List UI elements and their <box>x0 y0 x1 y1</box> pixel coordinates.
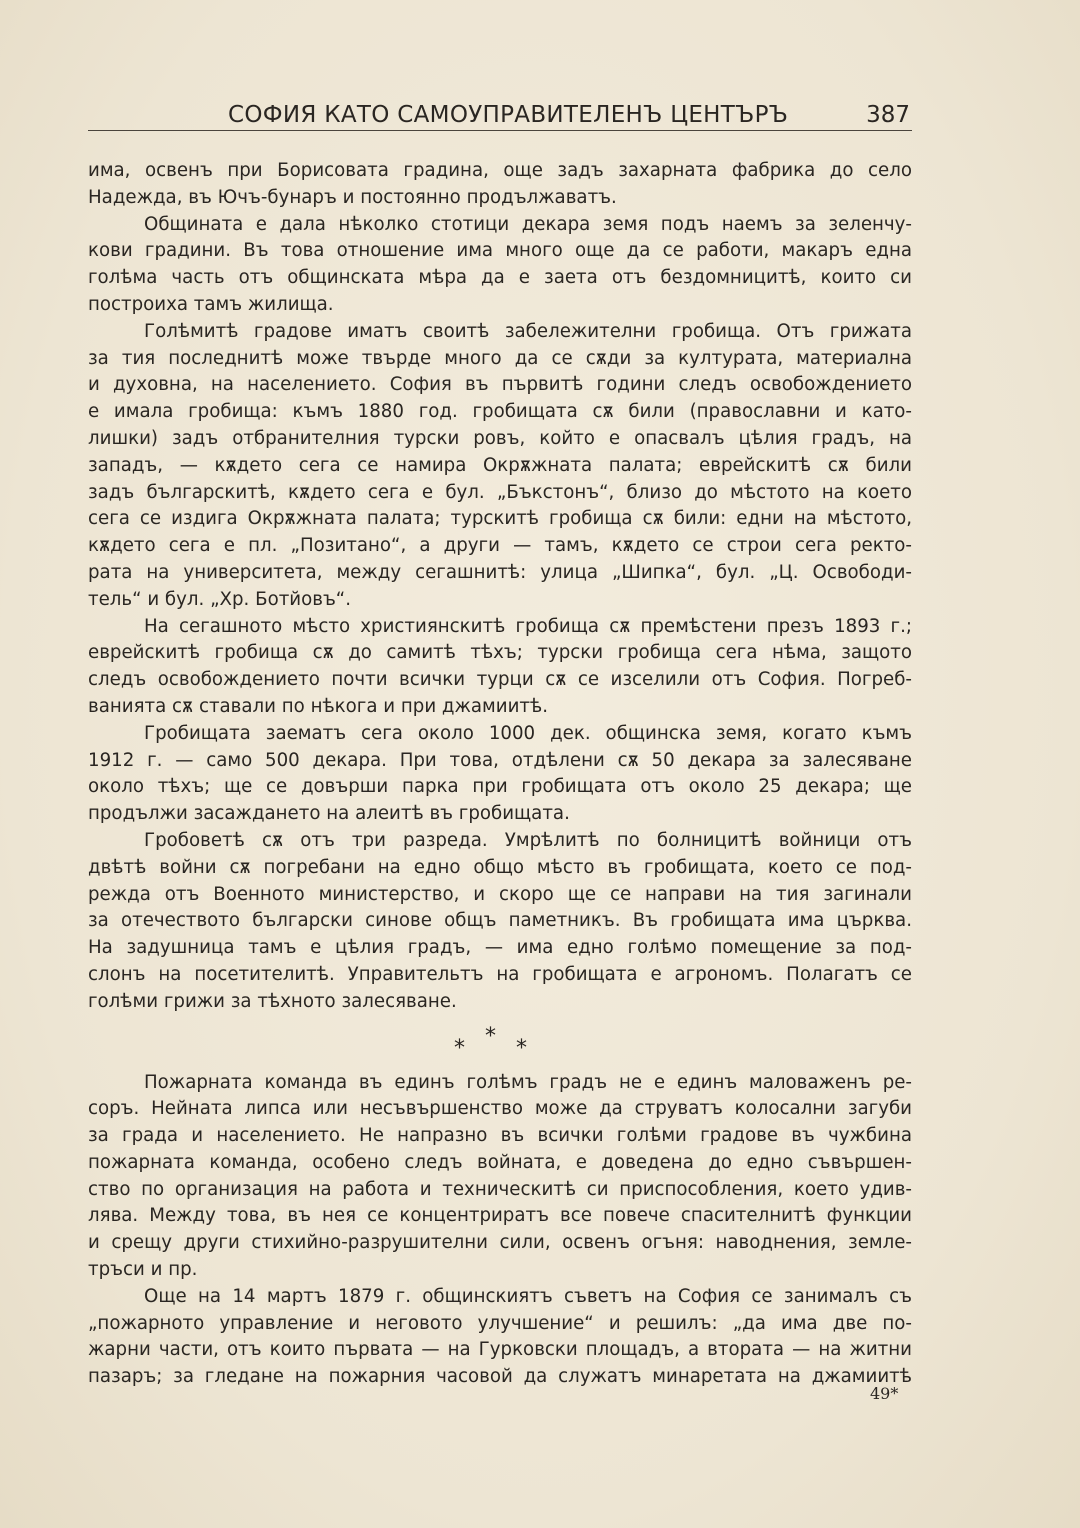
text-line: Общината е дала нѣколко стотици декара земя подъ наемъ за зеленчу- <box>144 213 912 235</box>
text-line: ство по организация на работа и техническитѣ си приспособления, което удив- <box>88 1178 912 1200</box>
text-line: рата на университета, между сегашнитѣ: улица „Шипка“, бул. „Ц. Освободи- <box>88 561 912 583</box>
header-title: СОФИЯ КАТО САМОУПРАВИТЕЛЕНЪ ЦЕНТЪРЪ <box>228 102 789 128</box>
text-line: Гробоветѣ сѫ отъ три разреда. Умрѣлитѣ по болницитѣ войници отъ <box>144 829 912 851</box>
text-line: На сегашното мѣсто християнскитѣ гробища сѫ премѣстени презъ 1893 г.; <box>144 615 912 637</box>
text-line: около тѣхъ; ще се довърши парка при гробищата отъ около 25 декара; ще <box>88 776 912 798</box>
text-line: тръси и пр. <box>88 1259 198 1281</box>
text-line: задъ българскитѣ, кѫдето сега е бул. „Бъкстонъ“, близо до мѣстото на което <box>88 481 912 503</box>
paragraph <box>88 721 912 828</box>
text-line: тель“ и бул. „Хр. Ботйовъ“. <box>88 588 352 610</box>
text-line: лява. Между това, въ нея се концентриратъ все повече спасителнитѣ функции <box>88 1205 912 1227</box>
text-line: кови градини. Въ това отношение има много още да се работи, макаръ една <box>88 240 912 262</box>
running-header <box>88 100 912 131</box>
text-line: На задушница тамъ е цѣлия градъ, — има едно голѣмо помещение за под- <box>88 937 912 959</box>
text-line: слонъ на посетителитѣ. Управительтъ на гробищата е агрономъ. Полагатъ се <box>88 963 912 985</box>
text-line: двѣтѣ войни сѫ погребани на едно общо мѣсто въ гробищата, което се под- <box>88 856 912 878</box>
paragraph <box>88 158 912 212</box>
asterism-star: * <box>485 1023 516 1049</box>
text-line: соръ. Нейната липса или несъвършенство може да струватъ колосални загуби <box>88 1098 912 1120</box>
text-line: голѣма часть отъ общинската мѣра да е заета отъ бездомницитѣ, които си <box>88 267 912 289</box>
text-line: Още на 14 мартъ 1879 г. общинскиятъ съветъ на София се занималъ съ <box>144 1285 912 1307</box>
text-line: пожарната команда, особено следъ войната, е доведена до едно съвършен- <box>88 1151 912 1173</box>
text-line: за тия последнитѣ може твърде много да се сѫди за културата, материална <box>88 347 912 369</box>
text-line: и срещу други стихийно-разрушителни сили, освенъ огъня: наводнения, земле- <box>88 1232 912 1254</box>
text-line: следъ освобождението почти всички турци сѫ се изселили отъ София. Погреб- <box>88 669 912 691</box>
text-line: режда отъ Военното министерство, и скоро ще се направи на тия загинали <box>88 883 912 905</box>
text-line: голѣми грижи за тѣхното залесяване. <box>88 990 457 1012</box>
text-line: западъ, — кѫдето сега се намира Окрѫжната палата; еврейскитѣ сѫ били <box>88 454 912 476</box>
asterism-star: * <box>516 1035 547 1061</box>
signature-mark: 49* <box>870 1384 899 1403</box>
page-number: 387 <box>866 102 910 128</box>
text-line: пазаръ; за гледане на пожарния часовой да служатъ минаретата на джамиитѣ <box>88 1366 912 1388</box>
body-text <box>88 158 912 1391</box>
text-line: построиха тамъ жилища. <box>88 293 334 315</box>
text-line: жарни части, отъ които първата — на Гурковски площадъ, а втората — на житни <box>88 1339 912 1361</box>
paragraph <box>88 828 912 1016</box>
text-line: има, освенъ при Борисовата градина, още задъ захарната фабрика до село <box>88 160 912 181</box>
text-line: за отечеството български синове общъ паметникъ. Въ гробищата има църква. <box>88 910 912 932</box>
paragraph <box>88 1070 912 1284</box>
text-line: Надежда, въ Ючъ-бунаръ и постоянно продължаватъ. <box>88 186 617 208</box>
text-line: лишки) задъ отбранителния турски ровъ, който е опасвалъ цѣлия градъ, на <box>88 427 912 449</box>
paragraph <box>88 212 912 319</box>
text-line: Гробищата заематъ сега около 1000 дек. общинска земя, когато къмъ <box>144 722 912 744</box>
text-line: и духовна, на населението. София въ първитѣ години следъ освобождението <box>88 374 912 396</box>
text-line: Голѣмитѣ градове иматъ своитѣ забележителни гробища. Отъ грижата <box>144 320 912 342</box>
paragraph <box>88 319 912 614</box>
asterism-star: * <box>454 1035 485 1061</box>
text-line: за града и населението. Не напразно въ всички голѣми градове въ чужбина <box>88 1125 912 1147</box>
text-line: кѫдето сега е пл. „Позитано“, а други — тамъ, кѫдето се строи сега ректо- <box>88 535 912 557</box>
text-line: сега се издига Окрѫжната палата; турскитѣ гробища сѫ били: едни на мѣстото, <box>88 508 912 530</box>
text-line: еврейскитѣ гробища сѫ до самитѣ тѣхъ; турски гробища сега нѣма, защото <box>88 642 912 664</box>
section-divider <box>88 1016 912 1070</box>
paragraph <box>88 614 912 721</box>
text-line: 1912 г. — само 500 декара. При това, отдѣлени сѫ 50 декара за залесяване <box>88 749 912 771</box>
text-line: е имала гробища: къмъ 1880 год. гробищата сѫ били (православни и като- <box>88 401 912 423</box>
text-line: ванията сѫ ставали по нѣкога и при джамиитѣ. <box>88 695 548 717</box>
text-line: продължи засаждането на алеитѣ въ гробищата. <box>88 803 570 825</box>
text-line: Пожарната команда въ единъ голѣмъ градъ не е единъ маловаженъ ре- <box>144 1071 912 1093</box>
text-line: „пожарното управление и неговото улучшение“ и решилъ: „да има две по- <box>88 1312 912 1334</box>
paragraph <box>88 1284 912 1391</box>
